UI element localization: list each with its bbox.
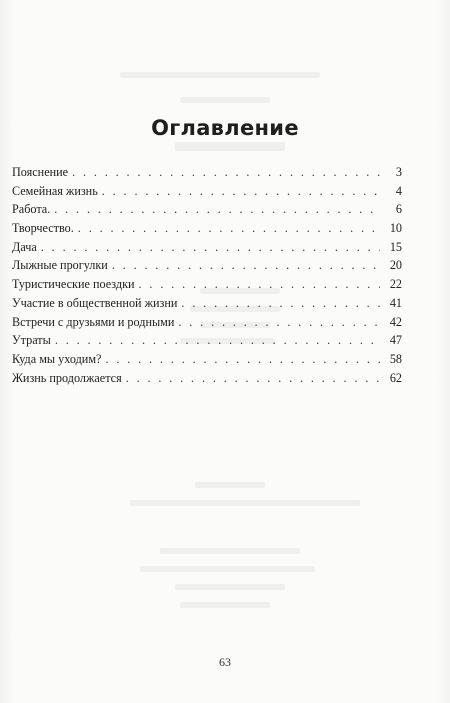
- dot-leader: [78, 219, 380, 238]
- toc-entry-title: Творчество.: [12, 221, 74, 236]
- toc-entry-title: Куда мы уходим?: [12, 351, 102, 366]
- dot-leader: [105, 350, 380, 369]
- toc-entry[interactable]: [12, 200, 402, 219]
- toc-entry-title: Жизнь продолжается: [12, 370, 122, 385]
- dot-leader: [54, 200, 380, 219]
- dot-leader: [72, 163, 380, 182]
- toc-entry-page: 47: [389, 333, 402, 348]
- toc-entry[interactable]: [12, 256, 402, 275]
- toc-entry[interactable]: [12, 313, 402, 332]
- toc-entry-page: 41: [389, 295, 402, 310]
- page-number: 63: [219, 655, 231, 669]
- dot-leader: [41, 238, 380, 257]
- toc-entry-page: 58: [389, 351, 402, 366]
- toc-entry-title: Пояснение: [12, 165, 69, 179]
- toc-entry-title: Лыжные прогулки: [12, 258, 108, 273]
- toc-entry-title: Дача: [12, 239, 37, 254]
- toc-entry-page: 15: [389, 239, 402, 254]
- toc-entry-page: 20: [389, 258, 402, 273]
- dot-leader: [112, 256, 380, 275]
- dot-leader: [181, 294, 380, 313]
- table-of-contents: [12, 163, 402, 387]
- toc-entry-page: 4: [395, 183, 402, 198]
- toc-entry[interactable]: [12, 275, 402, 294]
- dot-leader: [126, 369, 380, 388]
- toc-entry[interactable]: [12, 350, 402, 369]
- toc-entry-title: Работа.: [12, 202, 51, 217]
- dot-leader: [178, 313, 380, 332]
- toc-entry-title: Утраты: [12, 333, 51, 348]
- toc-entry-page: 3: [395, 165, 402, 179]
- toc-entry[interactable]: [12, 369, 402, 388]
- toc-entry[interactable]: [12, 182, 402, 201]
- toc-entry-page: 22: [389, 277, 402, 292]
- toc-entry[interactable]: [12, 238, 402, 257]
- toc-entry-page: 10: [389, 221, 402, 236]
- toc-entry[interactable]: [12, 219, 402, 238]
- toc-entry-page: 62: [389, 370, 402, 385]
- toc-entry-title: Встречи с друзьями и родными: [12, 314, 175, 329]
- toc-entry-page: 42: [389, 314, 402, 329]
- toc-entry-title: Туристические поездки: [12, 277, 135, 292]
- toc-entry[interactable]: [12, 294, 402, 313]
- toc-entry-title: Семейная жизнь: [12, 183, 98, 198]
- toc-entry-title: Участие в общественной жизни: [12, 295, 178, 310]
- dot-leader: [55, 331, 380, 350]
- table-of-contents-heading: Оглавление: [151, 116, 299, 140]
- toc-entry[interactable]: [12, 163, 402, 182]
- toc-entry-page: 6: [395, 202, 402, 217]
- toc-entry[interactable]: [12, 331, 402, 350]
- dot-leader: [102, 182, 380, 201]
- dot-leader: [139, 275, 380, 294]
